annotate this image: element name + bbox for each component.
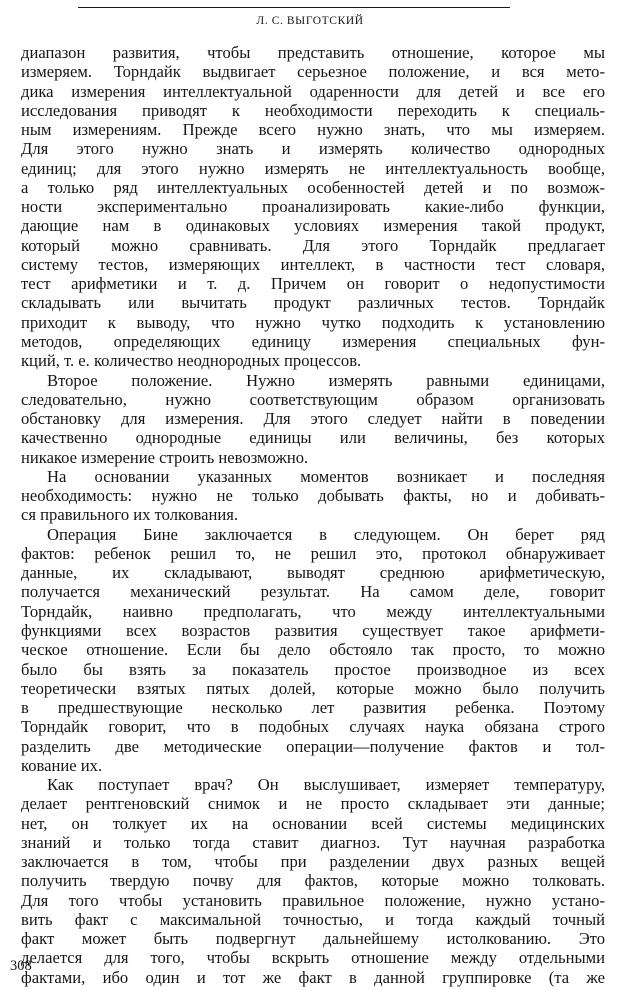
text-line: следовательно, нужно соответствующим образом организовать xyxy=(21,389,605,409)
text-line: фактов: ребенок решил то, не решил это, протокол обнаруживает xyxy=(21,543,605,563)
text-line: данные, их складывают, выводят среднюю арифметическую, xyxy=(21,563,605,583)
running-head: Л. С. ВЫГОТСКИЙ xyxy=(256,15,364,27)
text-line: Второе положение. Нужно измерять равными единицами, xyxy=(47,370,605,390)
text-line: дающие нам в одинаковых условиях измерения такой продукт, xyxy=(21,216,605,236)
text-line: теоретически взятых пятых долей, которые можно было получить xyxy=(21,678,605,698)
text-line: делает рентгеновский снимок и не просто складывает эти данные; xyxy=(21,794,605,814)
text-line: фактами, ибо один и тот же факт в данной группировке (та же xyxy=(21,967,605,987)
text-line: ся правильного их толкования. xyxy=(21,505,239,525)
text-line: приходит к выводу, что нужно чутко подходить к установлению xyxy=(21,312,605,332)
text-line: Как поступает врач? Он выслушивает, измеряет температуру, xyxy=(47,775,605,795)
text-line: ности экспериментально проанализировать какие-либо функции, xyxy=(21,197,605,217)
text-line: обстановку для измерения. Для этого следует найти в поведении xyxy=(21,409,605,429)
text-line: Торндайк говорит, что в подобных случаях наука обязана строго xyxy=(21,717,605,737)
text-line: вить факт с максимальной точностью, и тогда каждый точный xyxy=(21,909,605,929)
text-line: исследования приводят к необходимости переходить к специаль- xyxy=(21,100,605,120)
text-line: кование их. xyxy=(21,755,103,775)
text-line: ческое отношение. Если бы дело обстояло так просто, то можно xyxy=(21,640,605,660)
text-line: складывать или вычитать продукт различных тестов. Торндайк xyxy=(21,293,605,313)
text-line: в предшествующие несколько лет развития ребенка. Поэтому xyxy=(21,698,605,718)
text-line: ным измерениям. Прежде всего нужно знать, что мы измеряем. xyxy=(21,120,605,140)
text-line: тест арифметики и т. д. Причем он говорит о недопустимости xyxy=(21,274,605,294)
text-line: никакое измерение строить невозможно. xyxy=(21,447,309,467)
text-line: На основании указанных моментов возникает и последняя xyxy=(47,466,605,486)
text-line: Операция Бине заключается в следующем. Он берет ряд xyxy=(47,524,605,544)
text-line: факт может быть подвергнут дальнейшему истолкованию. Это xyxy=(21,929,605,949)
text-line: систему тестов, измеряющих интеллект, в частности тест словаря, xyxy=(21,254,605,274)
text-line: заключается в том, чтобы при разделении двух разных вещей xyxy=(21,852,605,872)
text-line: разделить две методические операции—получение фактов и тол- xyxy=(21,736,605,756)
text-line: необходимость: нужно не только добывать факты, но и добивать- xyxy=(21,486,605,506)
text-line: Для того чтобы установить правильное положение, нужно устано- xyxy=(21,890,605,910)
text-line: делается для того, чтобы вскрыть отношение между отдельными xyxy=(21,948,605,968)
text-line: а только ряд интеллектуальных особенностей детей и по возмож- xyxy=(21,177,605,197)
text-line: диапазон развития, чтобы представить отношение, которое мы xyxy=(21,43,605,62)
text-line: Торндайк, наивно предполагать, что между интеллектуальными xyxy=(21,601,605,621)
text-line: было бы взять за показатель простое производное из всех xyxy=(21,659,605,679)
header-rule xyxy=(78,7,510,8)
text-line: измеряем. Торндайк выдвигает серьезное положение, и вся мето- xyxy=(21,62,605,82)
text-line: знаний и только тогда ставит диагноз. Тут научная разработка xyxy=(21,832,605,852)
text-line: методов, определяющих единицу измерения специальных фун- xyxy=(21,331,605,351)
text-line: дика измерения интеллектуальной одаренности для детей и все его xyxy=(21,81,605,101)
text-line: качественно однородные единицы или величины, без которых xyxy=(21,428,605,448)
text-line: получается механический результат. На самом деле, говорит xyxy=(21,582,605,602)
text-line: кций, т. е. количество неоднородных процессов. xyxy=(21,351,362,371)
body-text xyxy=(21,43,605,987)
text-line: получить твердую почву для фактов, которые можно толковать. xyxy=(21,871,605,891)
text-line: функциями всех возрастов развития существует такое арифмети- xyxy=(21,620,605,640)
text-line: Для этого нужно знать и измерять количество однородных xyxy=(21,139,605,159)
page-number: 308 xyxy=(10,958,32,974)
text-line: который можно сравнивать. Для этого Торндайк предлагает xyxy=(21,235,605,255)
text-line: нет, он толкует их на основании всей системы медицинских xyxy=(21,813,605,833)
text-line: единиц; для этого нужно измерять не интеллектуальность вообще, xyxy=(21,158,605,178)
